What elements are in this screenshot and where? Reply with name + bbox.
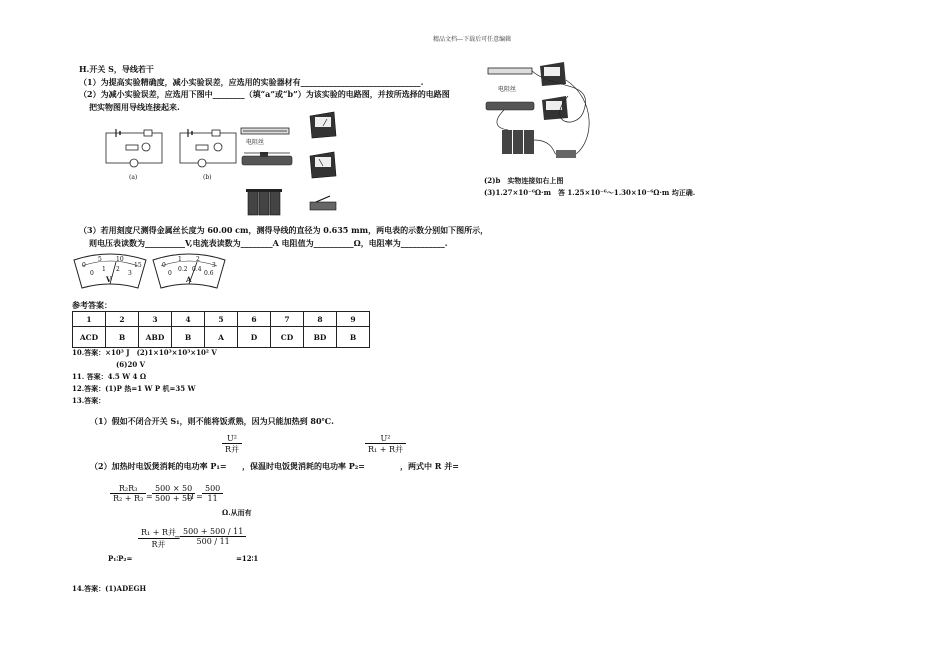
circuit-a-label: (a) <box>129 174 138 181</box>
question-1: （1）为提高实验精确度，减小实验误差，应选用的实验器材有______________________________. <box>79 77 424 87</box>
omega-from: Ω.从而有 <box>222 508 252 517</box>
answer-key-table <box>72 311 370 348</box>
answer-13-part2c: ，两式中 R 并= <box>400 461 459 471</box>
table-row <box>73 327 370 348</box>
a-tick-3: 3 <box>212 262 216 269</box>
a-tick-2: 2 <box>196 256 200 263</box>
fraction-numerator: 500 × 50 <box>155 484 193 493</box>
table-cell: 7 <box>271 312 304 327</box>
v-inner-2: 2 <box>116 266 120 273</box>
circuit-diagram-a <box>104 127 166 172</box>
v-inner-0: 0 <box>90 270 94 277</box>
a-tick-1: 1 <box>178 256 182 263</box>
question-2b: 把实物图用导线连接起来. <box>89 102 180 112</box>
a-inner-06: 0.6 <box>204 270 214 277</box>
question-2a: （2）为减小实验误差，应选用下图中________（填“a”或“b”）为该实验的电路图，并按所选择的电路图 <box>79 89 450 99</box>
meter-image-2 <box>308 150 338 180</box>
table-cell: 4 <box>172 312 205 327</box>
fraction-denominator: 11 <box>207 494 218 503</box>
battery-image <box>246 185 284 217</box>
table-cell: B <box>337 327 370 348</box>
table-cell: B <box>106 327 139 348</box>
answer-13-part1: （1）假如不闭合开关 S₁，则不能将饭煮熟，因为只能加热到 80℃. <box>90 416 334 426</box>
fraction-numerator: R₂R₃ <box>118 484 138 493</box>
equals-sign-2: = <box>174 533 181 542</box>
table-cell: 2 <box>106 312 139 327</box>
answer-right-1: (2)b 实物连接如右上图 <box>484 176 564 185</box>
fraction-numerator: 500 <box>205 484 221 493</box>
answer-12: 12.答案：(1)P 热=1 W P 机=35 W <box>72 384 196 393</box>
fraction-r-parallel <box>110 484 146 503</box>
meter-image-1 <box>308 110 338 140</box>
answer-14: 14.答案：(1)ADEGH <box>72 584 147 593</box>
connected-circuit-image <box>484 60 602 170</box>
answer-key-title: 参考答案： <box>72 300 112 310</box>
answer-13-part2: （2）加热时电饭煲消耗的电功率 P₁= <box>90 461 227 471</box>
resistance-wire-label: 电阻丝 <box>246 139 265 146</box>
ammeter-dial <box>151 252 227 292</box>
fraction-numerator: 500 + 500 / 11 <box>183 527 244 536</box>
fraction-denominator: 500 + 50 <box>155 494 193 503</box>
table-cell: 5 <box>205 312 238 327</box>
omega-equals: Ω = <box>187 492 203 501</box>
circuit-diagram-b <box>178 127 240 172</box>
table-cell: 1 <box>73 312 106 327</box>
table-cell: BD <box>304 327 337 348</box>
fraction-denominator: R并 <box>225 445 240 454</box>
answer-10: 10.答案：×10³ J (2)1×10³×10³×10² V <box>72 348 217 357</box>
table-cell: 8 <box>304 312 337 327</box>
v-tick-10: 10 <box>116 256 124 263</box>
answer-13: 13.答案： <box>72 396 106 405</box>
v-symbol: V <box>106 275 112 284</box>
switch-image <box>308 194 338 214</box>
v-tick-15: 15 <box>134 262 142 269</box>
a-inner-02: 0.2 <box>178 266 188 273</box>
fraction-denominator: 500 / 11 <box>196 537 230 546</box>
table-cell: A <box>205 327 238 348</box>
voltmeter-dial <box>72 252 148 292</box>
ratio-right: =12∶1 <box>236 554 259 563</box>
fraction-numerator: R₁ + R并 <box>141 528 177 537</box>
fraction-ratio-result <box>180 527 246 546</box>
answer-10b: (6)20 V <box>116 360 146 369</box>
a-tick-0: 0 <box>162 262 166 269</box>
fraction-ratio <box>138 527 179 550</box>
fraction-numerator: U² <box>380 434 391 443</box>
fraction-denominator: R₂ + R₃ <box>113 494 144 503</box>
a-inner-0: 0 <box>168 270 172 277</box>
fraction-p2 <box>365 434 406 455</box>
fraction-denominator: R₁ + R并 <box>368 445 404 454</box>
question-3a: （3）若用刻度尺测得金属丝长度为 60.00 cm，测得导线的直径为 0.635 mm，两电表的示数分别如下图所示， <box>79 225 489 235</box>
table-cell: 6 <box>238 312 271 327</box>
table-row <box>73 312 370 327</box>
fraction-p1 <box>222 434 242 455</box>
table-cell: ACD <box>73 327 106 348</box>
page-header: 精品文档---下载后可任意编辑 <box>433 36 512 43</box>
fraction-numerator: U² <box>227 434 237 443</box>
v-tick-5: 5 <box>98 256 102 263</box>
table-cell: ABD <box>139 327 172 348</box>
v-inner-1: 1 <box>102 266 106 273</box>
circuit-b-label: (b) <box>203 174 212 181</box>
fraction-denominator: R并 <box>151 540 166 549</box>
v-inner-3: 3 <box>128 270 132 277</box>
table-cell: 3 <box>139 312 172 327</box>
question-3b: 则电压表读数为__________V,电流表读数为________A 电阻值为__________Ω，电阻率为___________. <box>89 238 448 248</box>
table-cell: D <box>238 327 271 348</box>
a-symbol: A <box>186 275 192 284</box>
question-h-item: H.开关 S，导线若干 <box>79 64 154 74</box>
table-cell: 9 <box>337 312 370 327</box>
ratio-left: P₁∶P₂= <box>108 554 133 563</box>
fraction-r-result <box>202 484 223 503</box>
answer-11: 11. 答案：4.5 W 4 Ω <box>72 372 147 381</box>
table-cell: CD <box>271 327 304 348</box>
v-tick-0: 0 <box>82 262 86 269</box>
answer-13-part2b: ，保温时电饭煲消耗的电功率 P₂= <box>242 461 366 471</box>
rheostat-image <box>240 150 296 170</box>
a-inner-04: 0.4 <box>192 266 202 273</box>
answer-right-2: (3)1.27×10⁻⁶Ω·m 答 1.25×10⁻⁶～1.30×10⁻⁶Ω·m 均正确. <box>484 188 696 197</box>
table-cell: B <box>172 327 205 348</box>
connected-wire-label: 电阻丝 <box>498 86 517 93</box>
equals-sign: = <box>146 492 153 501</box>
